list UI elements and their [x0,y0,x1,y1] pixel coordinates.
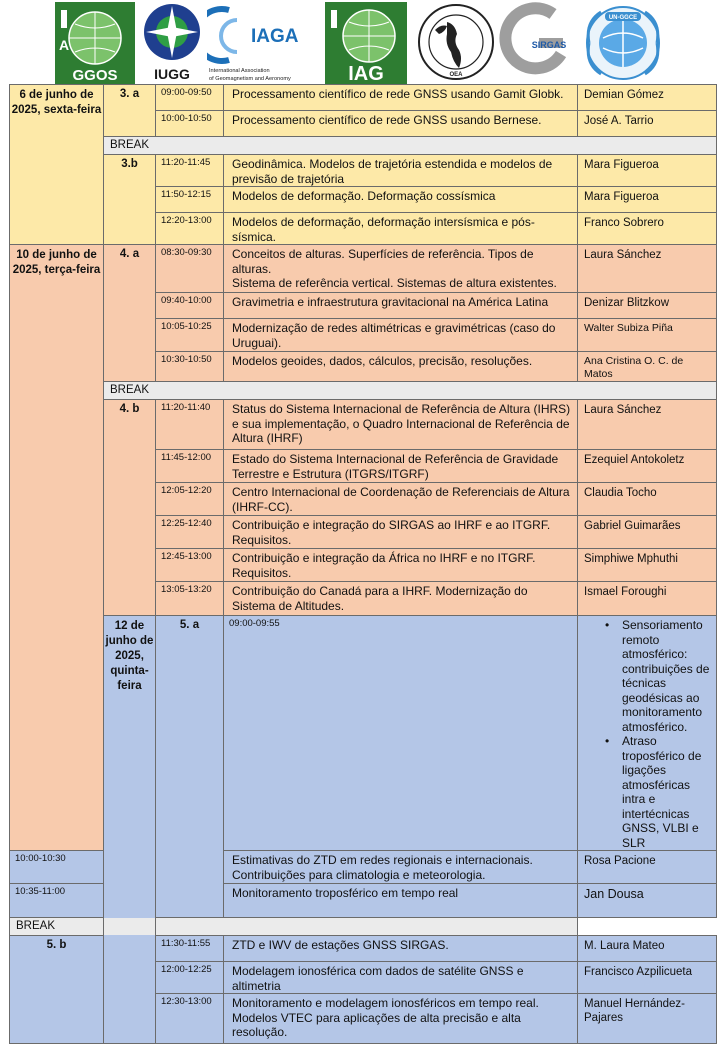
topic-bullets [586,618,712,850]
iaga-logo [207,2,319,84]
time-cell: 12:25-12:40 [156,516,224,549]
speaker-cell: Claudia Tocho [578,483,717,516]
time-cell: 11:45-12:00 [156,450,224,483]
topic-cell: ZTD e IWV de estações GNSS SIRGAS. [224,936,578,962]
day-cell: 10 de junho de 2025, terça-feira [10,245,104,851]
session-cell: 3. a [104,85,156,137]
break-row [10,382,717,400]
iugg-logo [139,2,205,84]
speaker-cell: Rosa Pacione [578,851,717,884]
time-cell: 12:05-12:20 [156,483,224,516]
topic-cell: Modelos geoides, dados, cálculos, precisão, resoluções. [224,352,578,382]
svg-text:IUGG: IUGG [154,66,190,82]
sirgas-logo [499,2,575,84]
time-cell: 09:00-09:50 [156,85,224,111]
speaker-cell: Laura Sánchez [578,245,717,293]
ggos-text: GGOS [72,67,118,84]
svg-text:of Geomagnetism and Aeronomy: of Geomagnetism and Aeronomy [209,76,291,82]
speaker-cell: Laura Sánchez [578,400,717,450]
ggos-logo [55,2,135,84]
time-cell: 11:30-11:55 [156,936,224,962]
speaker-cell: Ana Cristina O. C. de Matos [578,352,717,382]
topic-cell: Contribuição e integração do SIRGAS ao IHRF e ao ITGRF. Requisitos. [224,516,578,549]
time-cell: 11:20-11:40 [156,400,224,450]
time-cell: 10:00-10:30 [10,851,104,884]
topic-line: Sistema de referência vertical. Sistemas de altura existentes. [232,276,557,290]
ipgh-logo [417,2,495,84]
topic-cell: Gravimetria e infraestrutura gravitacional na América Latina [224,293,578,319]
speaker-cell: Jan Dousa [578,884,717,918]
day-cell: 6 de junho de 2025, sexta-feira [10,85,104,245]
speaker-cell: Simphiwe Mphuthi [578,549,717,582]
time-cell: 12:20-13:00 [156,213,224,245]
un-ggce-logo [581,2,665,84]
break-label: BREAK [104,137,717,155]
speaker-cell: Denizar Blitzkow [578,293,717,319]
topic-cell: Processamento científico de rede GNSS usando Bernese. [224,111,578,137]
speaker-cell: M. Laura Mateo [578,936,717,962]
speaker-cell: Demian Gómez [578,85,717,111]
table-row [10,85,717,111]
time-cell: 10:05-10:25 [156,319,224,352]
table-row [10,400,717,450]
speaker-cell: Mara Figueroa [578,155,717,187]
session-cell: 5. a [156,616,224,918]
break-label: BREAK [104,382,717,400]
speaker-cell: Francisco Azpilicueta [578,962,717,994]
speaker-cell: Gabriel Guimarães [578,516,717,549]
time-cell: 10:30-10:50 [156,352,224,382]
time-cell: 11:20-11:45 [156,155,224,187]
iag-logo [325,2,407,84]
topic-cell: Modelagem ionosférica com dados de satélite GNSS e altimetria [224,962,578,994]
speaker-cell: Ezequiel Antokoletz [578,450,717,483]
svg-text:IAG: IAG [348,63,384,84]
logo-bar [55,2,670,84]
break-label: BREAK [10,918,578,936]
time-cell: 12:30-13:00 [156,994,224,1044]
topic-cell: Centro Internacional de Coordenação de Referenciais de Altura (IHRF-CC). [224,483,578,516]
topic-cell: Monitoramento e modelagem ionosféricos em tempo real. Modelos VTEC para aplicações de alta precisão e alta resolução. [224,994,578,1044]
speaker-cell: Franco Sobrero [578,213,717,245]
time-cell: 12:45-13:00 [156,549,224,582]
topic-cell: Modernização de redes altimétricas e gravimétricas (caso do Uruguai). [224,319,578,352]
speaker-cell: Walter Subiza Piña [578,319,717,352]
topic-bullet: • Atraso troposférico de ligações atmosféricas intra e intertécnicas GNSS, VLBI e SLR [622,734,712,850]
topic-line: Conceitos de alturas. Superfícies de referência. Tipos de alturas. [232,247,534,276]
day-cell: 12 de junho de 2025, quinta-feira [104,616,156,1044]
topic-cell: Modelos de deformação. Deformação cossísmica [224,187,578,213]
schedule-table [9,84,717,1044]
topic-cell: Monitoramento troposférico em tempo real [224,884,578,918]
topic-cell: Geodinâmica. Modelos de trajetória estendida e modelos de previsão de trajetória [224,155,578,187]
topic-cell: Modelos de deformação, deformação intersísmica e pós-sísmica. [224,213,578,245]
topic-cell: Contribuição e integração da África no IHRF e no ITGRF. Requisitos. [224,549,578,582]
topic-bullet: • Sensoriamento remoto atmosférico: contribuições de técnicas geodésicas ao monitoramento atmosférico. [622,618,712,734]
session-cell: 4. b [104,400,156,616]
time-cell: 10:00-10:50 [156,111,224,137]
topic-cell: Estado do Sistema Internacional de Referência de Gravidade Terrestre e Estrutura (ITGRS/ITGRF) [224,450,578,483]
session-cell: 4. a [104,245,156,382]
svg-text:OEA: OEA [449,72,463,78]
topic-cell: Estimativas do ZTD em redes regionais e internacionais. Contribuições para climatologia e meteorologia. [224,851,578,884]
session-cell: 3.b [104,155,156,245]
table-row [10,616,717,851]
topic-cell: Processamento científico de rede GNSS usando Gamit Globk. [224,85,578,111]
topic-cell: Contribuição do Canadá para a IHRF. Modernização do Sistema de Altitudes. [224,582,578,616]
time-cell: 11:50-12:15 [156,187,224,213]
time-cell: 10:35-11:00 [10,884,104,918]
speaker-cell: Ismael Foroughi [578,582,717,616]
break-row [10,137,717,155]
svg-text:UN-GGCE: UN-GGCE [608,15,638,21]
speaker-cell: Mara Figueroa [578,187,717,213]
time-cell: 09:00-09:55 [224,616,578,851]
svg-text:A: A [59,37,70,53]
time-cell: 09:40-10:00 [156,293,224,319]
time-cell: 13:05-13:20 [156,582,224,616]
topic-cell [578,616,717,851]
session-cell: 5. b [10,936,104,1044]
svg-text:IAGA: IAGA [251,26,299,47]
svg-text:SIRGAS: SIRGAS [531,40,567,50]
topic-cell [224,245,578,293]
table-row [10,245,717,293]
speaker-cell: José A. Tarrio [578,111,717,137]
break-row [10,918,717,936]
table-row [10,155,717,187]
time-cell: 08:30-09:30 [156,245,224,293]
speaker-cell: Manuel Hernández-Pajares [578,994,717,1044]
topic-cell: Status do Sistema Internacional de Referência de Altura (IHRS) e sua implementação, o Quadro Internacional de Referência de Altura (IHRF) [224,400,578,450]
time-cell: 12:00-12:25 [156,962,224,994]
svg-text:International Association: International Association [209,68,270,74]
